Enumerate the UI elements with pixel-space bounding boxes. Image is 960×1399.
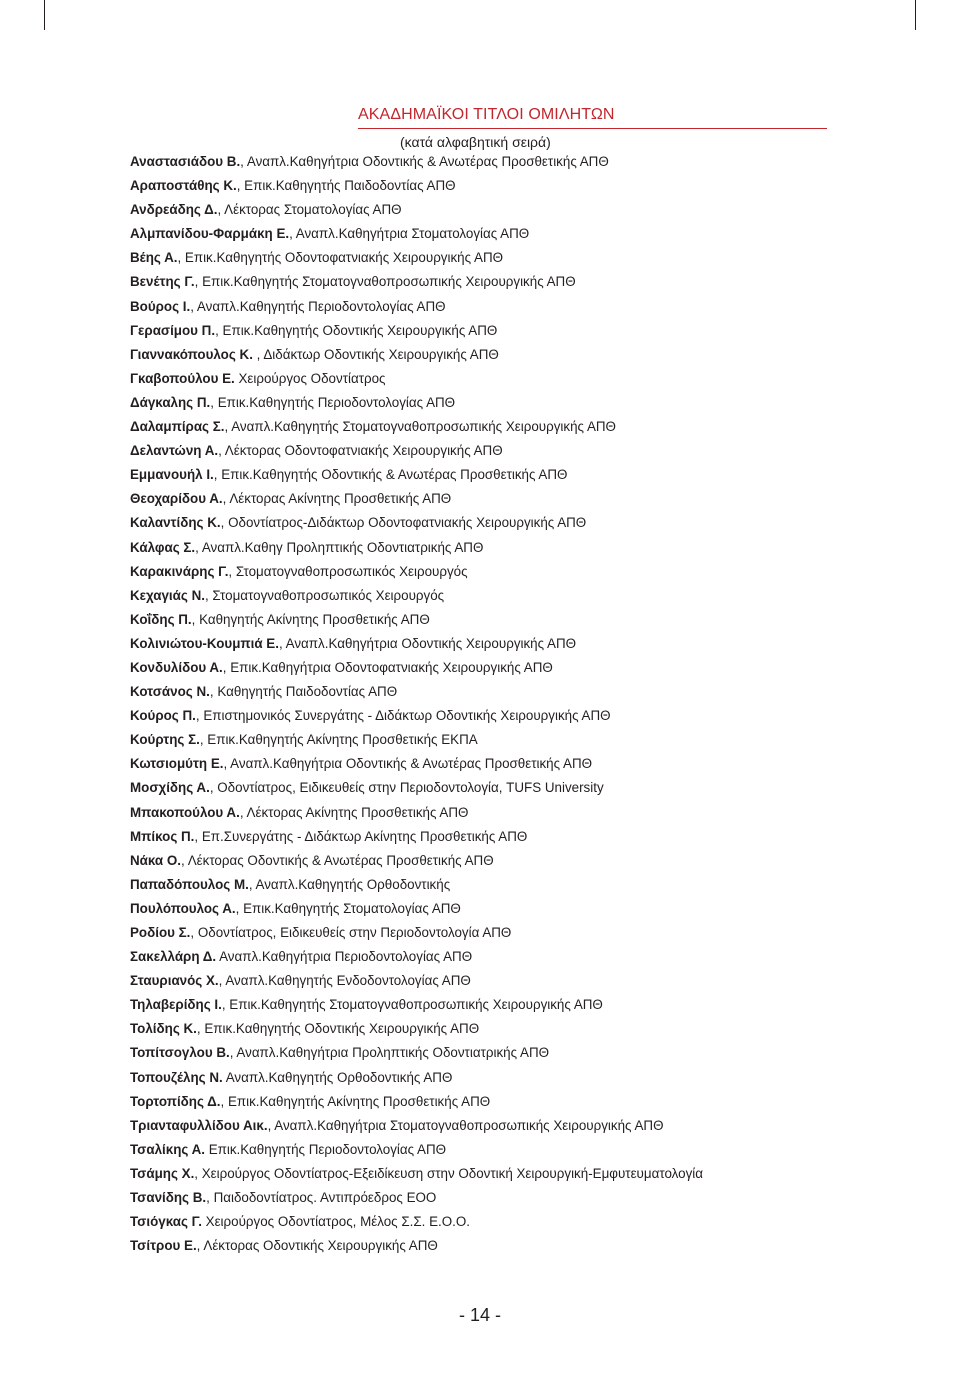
speaker-name: Δελαντώνη Α. bbox=[130, 443, 219, 459]
speaker-name: Τσιόγκας Γ. bbox=[130, 1214, 202, 1230]
list-item bbox=[130, 897, 830, 921]
list-item bbox=[130, 873, 830, 897]
speaker-name: Δάγκαλης Π. bbox=[130, 394, 211, 410]
speaker-name: Κολινιώτου-Κουμπιά Ε. bbox=[130, 635, 279, 651]
list-item bbox=[130, 487, 830, 511]
speaker-title: Επικ.Καθηγητής Περιοδοντολογίας ΑΠΘ bbox=[204, 1141, 447, 1157]
speaker-title: , Αναπλ.Καθηγήτρια Προληπτικής Οδοντιατρικής ΑΠΘ bbox=[229, 1045, 550, 1061]
speaker-name: Μοσχίδης Α. bbox=[130, 780, 210, 796]
speaker-name: Τσαλίκης Α. bbox=[130, 1141, 205, 1157]
speaker-name: Κάλφας Σ. bbox=[130, 539, 196, 555]
speaker-title: , Επικ.Καθηγητής Ακίνητης Προσθετικής ΕΚΠΑ bbox=[199, 732, 478, 748]
speaker-title: , Λέκτορας Ακίνητης Προσθετικής ΑΠΘ bbox=[239, 804, 469, 820]
speaker-name: Κοτσάνος Ν. bbox=[130, 684, 210, 700]
list-item bbox=[130, 536, 830, 560]
speaker-title: Αναπλ.Καθηγήτρια Περιοδοντολογίας ΑΠΘ bbox=[216, 949, 473, 965]
list-item bbox=[130, 391, 830, 415]
list-item bbox=[130, 415, 830, 439]
speaker-name: Κοΐδης Π. bbox=[130, 611, 192, 627]
speaker-title: , Οδοντίατρος, Ειδικευθείς στην Περιοδοντολογία, TUFS University bbox=[209, 780, 604, 796]
speaker-name: Τοπουζέλης Ν. bbox=[130, 1069, 223, 1085]
list-item bbox=[130, 849, 830, 873]
list-item bbox=[130, 1017, 830, 1041]
list-item bbox=[130, 246, 830, 270]
list-item bbox=[130, 945, 830, 969]
speaker-name: Σακελλάρη Δ. bbox=[130, 949, 217, 965]
list-item bbox=[130, 295, 830, 319]
speaker-title: , Επ.Συνεργάτης - Διδάκτωρ Ακίνητης Προσθετικής ΑΠΘ bbox=[194, 828, 528, 844]
speaker-title: , Λέκτορας Στοματολογίας ΑΠΘ bbox=[217, 202, 402, 218]
speaker-name: Καρακινάρης Γ. bbox=[130, 563, 229, 579]
speaker-title: , Επικ.Καθηγήτρια Οδοντοφατνιακής Χειρουργικής ΑΠΘ bbox=[222, 659, 553, 675]
speaker-title: , Επιστημονικός Συνεργάτης - Διδάκτωρ Οδοντικής Χειρουργικής ΑΠΘ bbox=[195, 708, 611, 724]
speaker-name: Θεοχαρίδου Α. bbox=[130, 491, 223, 507]
speaker-title: , Διδάκτωρ Οδοντικής Χειρουργικής ΑΠΘ bbox=[252, 346, 499, 362]
speaker-name: Κούρτης Σ. bbox=[130, 732, 200, 748]
speaker-title: , Επικ.Καθηγητής Στοματογναθοπροσωπικής Χειρουργικής ΑΠΘ bbox=[194, 274, 576, 290]
list-item bbox=[130, 993, 830, 1017]
list-item bbox=[130, 1138, 830, 1162]
list-item bbox=[130, 680, 830, 704]
list-item bbox=[130, 1041, 830, 1065]
speaker-title: , Αναπλ.Καθηγητής Ενδοδοντολογίας ΑΠΘ bbox=[218, 973, 471, 989]
speaker-title: Χειρούργος Οδοντίατρος bbox=[234, 370, 386, 386]
title-divider bbox=[358, 128, 827, 129]
list-item bbox=[130, 174, 830, 198]
list-item bbox=[130, 270, 830, 294]
speaker-title: , Επικ.Καθηγητής Οδοντικής Χειρουργικής ΑΠΘ bbox=[215, 322, 498, 338]
list-item bbox=[130, 632, 830, 656]
speaker-name: Ανδρεάδης Δ. bbox=[130, 202, 218, 218]
speaker-title: , Αναπλ.Καθηγητής Ορθοδοντικής bbox=[248, 876, 451, 892]
list-item bbox=[130, 728, 830, 752]
speaker-title: Χειρούργος Οδοντίατρος, Μέλος Σ.Σ. Ε.Ο.Ο. bbox=[201, 1214, 470, 1230]
speaker-title: , Επικ.Καθηγητής Στοματογναθοπροσωπικής Χειρουργικής ΑΠΘ bbox=[221, 997, 603, 1013]
list-item bbox=[130, 704, 830, 728]
speaker-name: Βενέτης Γ. bbox=[130, 274, 195, 290]
speaker-name: Εμμανουήλ Ι. bbox=[130, 467, 214, 483]
speaker-list bbox=[130, 150, 830, 1258]
list-item bbox=[130, 150, 830, 174]
speaker-name: Μπακοπούλου Α. bbox=[130, 804, 240, 820]
speaker-title: , Αναπλ.Καθηγήτρια Οδοντικής & Ανωτέρας Προσθετικής ΑΠΘ bbox=[240, 154, 609, 169]
page-number: - 14 - bbox=[458, 1305, 501, 1325]
list-item bbox=[130, 1066, 830, 1090]
speaker-title: , Λέκτορας Οδοντικής Χειρουργικής ΑΠΘ bbox=[196, 1238, 438, 1254]
list-item bbox=[130, 1210, 830, 1234]
crop-mark bbox=[915, 0, 916, 30]
list-item bbox=[130, 825, 830, 849]
speaker-name: Πουλόπουλος Α. bbox=[130, 900, 236, 916]
speaker-name: Κονδυλίδου Α. bbox=[130, 659, 223, 675]
page-title: ΑΚΑΔΗΜΑΪΚΟΙ ΤΙΤΛΟΙ ΟΜΙΛΗΤΩΝ bbox=[358, 106, 615, 123]
speaker-title: , Αναπλ.Καθηγήτρια Στοματολογίας ΑΠΘ bbox=[289, 226, 530, 242]
speaker-name: Τσανίδης Β. bbox=[130, 1190, 207, 1206]
list-item bbox=[130, 367, 830, 391]
list-item bbox=[130, 1162, 830, 1186]
speaker-title: , Επικ.Καθηγητής Στοματολογίας ΑΠΘ bbox=[235, 900, 461, 916]
speaker-title: , Επικ.Καθηγητής Παιδοδοντίας ΑΠΘ bbox=[236, 178, 456, 194]
speaker-name: Γιαννακόπουλος Κ. bbox=[130, 346, 253, 362]
speaker-name: Ροδίου Σ. bbox=[130, 925, 191, 940]
speaker-name: Τηλαβερίδης Ι. bbox=[130, 997, 222, 1013]
speaker-title: , Αναπλ.Καθηγητής Στοματογναθοπροσωπικής Χειρουργικής ΑΠΘ bbox=[224, 419, 616, 435]
speaker-name: Κωτσιομύτη Ε. bbox=[130, 756, 224, 772]
speaker-name: Γκαβοπούλου Ε. bbox=[130, 370, 235, 386]
speaker-name: Νάκα Ο. bbox=[130, 852, 182, 868]
speaker-title: , Στοματογναθοπροσωπικός Χειρουργός bbox=[228, 563, 468, 579]
speaker-title: Αναπλ.Καθηγητής Ορθοδοντικής ΑΠΘ bbox=[222, 1069, 453, 1085]
list-item bbox=[130, 584, 830, 608]
speaker-name: Τσάμης Χ. bbox=[130, 1165, 195, 1181]
speaker-name: Γερασίμου Π. bbox=[130, 322, 216, 338]
speaker-title: , Επικ.Καθηγητής Ακίνητης Προσθετικής ΑΠΘ bbox=[220, 1093, 491, 1109]
speaker-title: , Λέκτορας Οδοντοφατνιακής Χειρουργικής ΑΠΘ bbox=[218, 443, 503, 459]
speaker-title: , Στοματογναθοπροσωπικός Χειρουργός bbox=[204, 587, 445, 603]
speaker-title: , Επικ.Καθηγητής Περιοδοντολογίας ΑΠΘ bbox=[210, 394, 456, 410]
speaker-title: , Αναπλ.Καθηγητής Περιοδοντολογίας ΑΠΘ bbox=[190, 298, 446, 314]
list-item bbox=[130, 319, 830, 343]
list-item bbox=[130, 608, 830, 632]
speaker-name: Παπαδόπουλος Μ. bbox=[130, 876, 249, 892]
crop-mark bbox=[44, 0, 45, 30]
list-item bbox=[130, 511, 830, 535]
speaker-title: , Οδοντίατρος, Ειδικευθείς στην Περιοδοντολογία ΑΠΘ bbox=[190, 925, 512, 940]
speaker-title: , Χειρούργος Οδοντίατρος-Εξειδίκευση στην Οδοντική Χειρουργική-Εμφυτευματολογία bbox=[194, 1165, 703, 1181]
speaker-name: Αραποστάθης Κ. bbox=[130, 178, 237, 194]
list-item bbox=[130, 439, 830, 463]
speaker-name: Αναστασιάδου Β. bbox=[130, 154, 241, 169]
speaker-title: , Αναπλ.Καθηγήτρια Οδοντικής Χειρουργικής ΑΠΘ bbox=[278, 635, 577, 651]
speaker-name: Τοπίτσογλου Β. bbox=[130, 1045, 230, 1061]
list-item bbox=[130, 752, 830, 776]
list-item bbox=[130, 776, 830, 800]
speaker-title: , Επικ.Καθηγητής Οδοντικής Χειρουργικής ΑΠΘ bbox=[196, 1021, 480, 1037]
list-item bbox=[130, 969, 830, 993]
speaker-title: , Επικ.Καθηγητής Οδοντικής & Ανωτέρας Προσθετικής ΑΠΘ bbox=[213, 467, 568, 483]
speaker-name: Μπίκος Π. bbox=[130, 828, 195, 844]
speaker-name: Δαλαμπίρας Σ. bbox=[130, 419, 225, 435]
speaker-name: Τσίτρου Ε. bbox=[130, 1238, 197, 1254]
list-item bbox=[130, 801, 830, 825]
page-subtitle: (κατά αλφαβητική σειρά) bbox=[400, 134, 551, 150]
list-item bbox=[130, 1186, 830, 1210]
speaker-title: , Οδοντίατρος-Διδάκτωρ Οδοντοφατνιακής Χειρουργικής ΑΠΘ bbox=[220, 515, 587, 531]
speaker-title: , Λέκτορας Οδοντικής & Ανωτέρας Προσθετικής ΑΠΘ bbox=[181, 852, 494, 868]
speaker-title: , Αναπλ.Καθηγήτρια Στοματογναθοπροσωπικής Χειρουργικής ΑΠΘ bbox=[267, 1117, 664, 1133]
speaker-title: , Καθηγητής Ακίνητης Προσθετικής ΑΠΘ bbox=[191, 611, 430, 627]
list-item bbox=[130, 343, 830, 367]
speaker-name: Σταυριανός Χ. bbox=[130, 973, 219, 989]
speaker-title: , Παιδοδοντίατρος. Αντιπρόεδρος ΕΟΟ bbox=[206, 1190, 437, 1206]
speaker-name: Βέης Α. bbox=[130, 250, 178, 266]
speaker-name: Κεχαγιάς Ν. bbox=[130, 587, 205, 603]
list-item bbox=[130, 222, 830, 246]
list-item bbox=[130, 1090, 830, 1114]
speaker-name: Καλαντίδης Κ. bbox=[130, 515, 221, 531]
speaker-title: , Καθηγητής Παιδοδοντίας ΑΠΘ bbox=[209, 684, 398, 700]
list-item bbox=[130, 921, 830, 945]
list-item bbox=[130, 560, 830, 584]
speaker-name: Βούρος Ι. bbox=[130, 298, 191, 314]
speaker-name: Τριανταφυλλίδου Αικ. bbox=[130, 1117, 268, 1133]
speaker-title: , Λέκτορας Ακίνητης Προσθετικής ΑΠΘ bbox=[222, 491, 452, 507]
speaker-name: Κούρος Π. bbox=[130, 708, 196, 724]
speaker-title: , Επικ.Καθηγητής Οδοντοφατνιακής Χειρουργικής ΑΠΘ bbox=[177, 250, 504, 266]
speaker-name: Τορτοπίδης Δ. bbox=[130, 1093, 221, 1109]
list-item bbox=[130, 1234, 830, 1258]
speaker-name: Τολίδης Κ. bbox=[130, 1021, 197, 1037]
list-item bbox=[130, 463, 830, 487]
list-item bbox=[130, 656, 830, 680]
list-item bbox=[130, 1114, 830, 1138]
speaker-name: Αλμπανίδου-Φαρμάκη Ε. bbox=[130, 226, 290, 242]
list-item bbox=[130, 198, 830, 222]
speaker-title: , Αναπλ.Καθηγήτρια Οδοντικής & Ανωτέρας Προσθετικής ΑΠΘ bbox=[223, 756, 593, 772]
speaker-title: , Αναπλ.Καθηγ Προληπτικής Οδοντιατρικής ΑΠΘ bbox=[195, 539, 484, 555]
